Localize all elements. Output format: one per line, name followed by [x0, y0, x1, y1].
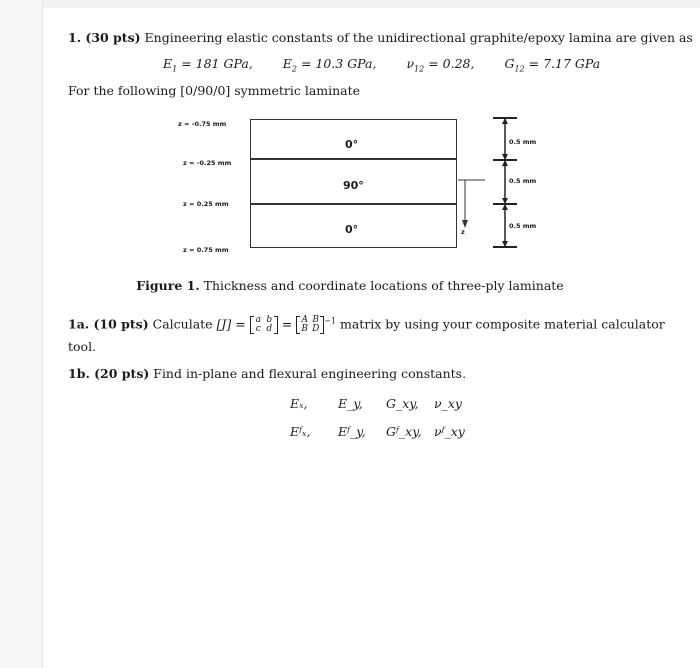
z-label-bottom: z = 0.75 mm — [183, 246, 229, 254]
problem-intro — [68, 30, 693, 45]
ply-bottom-angle: 0° — [345, 223, 359, 236]
constant-g12: $G_{12} = 7.17$ GPa — [504, 56, 601, 74]
flexural-constants: Eᶠₓ, Eᶠ_y, Gᶠ_xy, νᶠ_xy — [290, 424, 465, 439]
ply-top-angle: 0° — [345, 138, 359, 151]
thickness-label-top: 0.5 mm — [509, 138, 537, 146]
part-a-wrap: tool. — [68, 339, 97, 354]
inplane-constants: Eₓ, E_y, G_xy, ν_xy — [290, 396, 462, 411]
constant-nu12: $\nu_{12} = 0.28$, — [406, 56, 475, 74]
z-label-lower-mid: z = 0.25 mm — [183, 200, 229, 208]
problem-intro-text: Engineering elastic constants of the unidirectional graphite/epoxy lamina are given as — [144, 30, 693, 45]
thickness-label-middle: 0.5 mm — [509, 177, 537, 185]
elastic-constants — [163, 56, 626, 74]
part-a-header: 1a. (10 pts) — [68, 316, 149, 332]
constant-e2: $E_2 = 10.3$ GPa, — [282, 56, 377, 74]
constant-e1: $E_1 = 181$ GPa, — [163, 56, 253, 74]
z-label-top: z = -0.75 mm — [178, 120, 227, 128]
z-axis-label: z — [461, 228, 465, 236]
ply-top — [250, 119, 457, 160]
laminate-line: For the following [0/90/0] symmetric laminate — [68, 83, 361, 98]
ply-middle-angle: 90° — [343, 179, 364, 192]
thickness-label-bottom: 0.5 mm — [509, 222, 537, 230]
part-a: 1a. (10 pts) Calculate [J] = a b c d = A B B D $^{-1}$ matrix by using your composite material calculator — [68, 315, 665, 334]
ply-middle — [250, 158, 457, 205]
top-edge — [0, 0, 700, 8]
part-b: 1b. (20 pts) Find in-plane and flexural engineering constants. — [68, 366, 467, 381]
ply-bottom — [250, 203, 457, 248]
abcd-matrix: a b c d — [250, 316, 278, 334]
z-axis-arrow — [462, 220, 468, 228]
inverse-exponent: −1 — [324, 316, 336, 326]
left-margin — [0, 0, 43, 668]
problem-header: 1. (30 pts) — [68, 30, 141, 45]
figure-caption: Figure 1. Thickness and coordinate locations of three-ply laminate — [136, 278, 564, 293]
part-b-header: 1b. (20 pts) — [68, 366, 150, 381]
abd-matrix: A B B D — [296, 316, 324, 334]
z-label-upper-mid: z = -0.25 mm — [183, 159, 232, 167]
dimension-lines — [455, 112, 555, 257]
